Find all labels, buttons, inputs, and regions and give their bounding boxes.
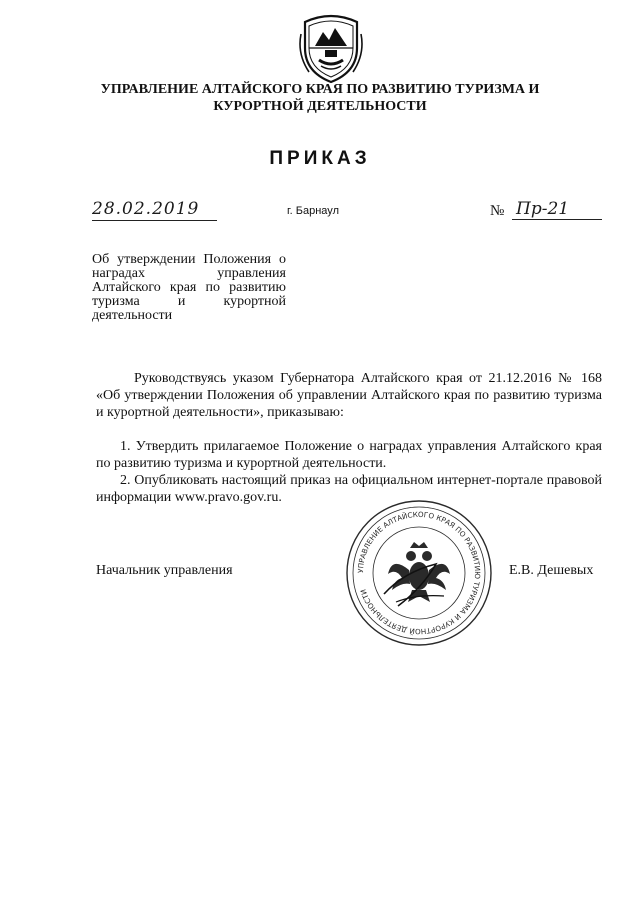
order-number-field (490, 197, 602, 220)
organization-name-line-2: КУРОРТНОЙ ДЕЯТЕЛЬНОСТИ (213, 99, 427, 114)
order-date-field (92, 198, 217, 221)
signer-name: Е.В. Дешевых (509, 563, 594, 578)
order-item-2: 2. Опубликовать настоящий приказ на официальном интернет-портале правовой информации www.pravo.gov.ru. (96, 473, 602, 505)
number-sign: № (490, 203, 505, 219)
order-number: Пр-21 (516, 199, 570, 219)
order-date: 28.02.2019 (92, 199, 200, 219)
official-round-seal-icon (344, 498, 494, 648)
altai-krai-coat-of-arms-icon (299, 14, 363, 84)
order-item-1: 1. Утвердить прилагаемое Положение о наградах управления Алтайского края по развитию туризма и курортной деятельности. (96, 439, 602, 471)
signer-position: Начальник управления (96, 563, 233, 578)
city-label: г. Барнаул (287, 205, 339, 217)
number-underline (512, 219, 602, 220)
organization-name-line-1: УПРАВЛЕНИЕ АЛТАЙСКОГО КРАЯ ПО РАЗВИТИЮ ТУРИЗМА И (100, 82, 540, 97)
order-subject: Об утверждении Положения о наградах управления Алтайского края по развитию туризма и курортной деятельности (92, 252, 286, 323)
document-title: ПРИКАЗ (269, 148, 371, 169)
preamble-paragraph: Руководствуясь указом Губернатора Алтайского края от 21.12.2016 № 168 «Об утверждении Положения об управлении Алтайского края по развитию туризма и курортной деятельности», приказываю: (96, 371, 602, 420)
organization-name (40, 81, 600, 115)
svg-text:УПРАВЛЕНИЕ АЛТАЙСКОГО КРАЯ ПО: УПРАВЛЕНИЕ АЛТАЙСКОГО КРАЯ ПО РАЗВИТИЮ ТУРИЗМА И КУРОРТНОЙ ДЕЯТЕЛЬНОСТИ (355, 509, 483, 637)
